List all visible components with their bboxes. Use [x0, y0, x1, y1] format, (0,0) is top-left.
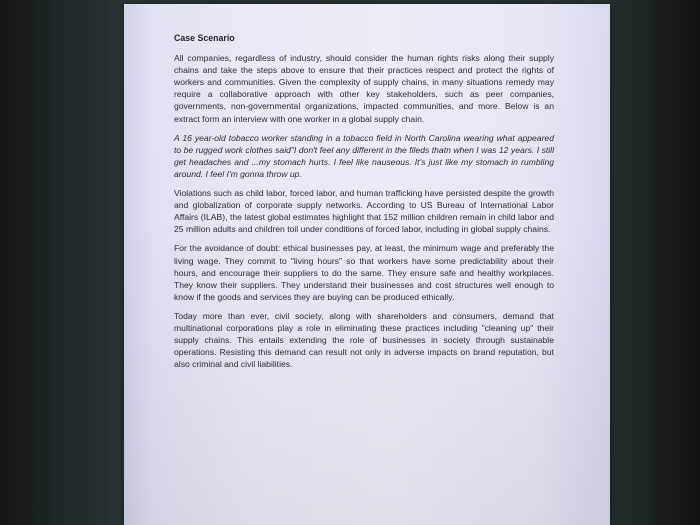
- document-heading: Case Scenario: [174, 33, 235, 43]
- document-page: [124, 4, 610, 525]
- paragraph-interview-quote: A 16 year-old tobacco worker standing in a tobacco field in North Carolina wearing what appeared to be rugged work clothes said"I don't feel any different in the fileds thatn when I was 12 years. I still get headaches and ...my stomach hurts. I feel like nauseous. It's just like my stomach in rumbling around. I feel I'm gonna throw up.: [174, 132, 554, 179]
- background-left: [0, 0, 124, 525]
- paragraph-intro: All companies, regardless of industry, should consider the human rights risks along their supply chains and take the steps above to ensure that their practices respect and protect the rights of workers and communities. Given the complexity of supply chains, in many situations remedy may require a collaborative approach with other key stakeholders, such as peer companies, governments, non-governmental organizations, impacted communities, and more. Below is an extract form an interview with one worker in a global supply chain.: [174, 53, 554, 124]
- document-body: [174, 32, 554, 377]
- background-right: [608, 0, 700, 525]
- paragraph-civil-society: Today more than ever, civil society, along with shareholders and consumers, demand that multinational corporations play a role in eliminating these practices including "cleaning up" their supply chains. This entails extending the role of businesses in society through sustainable operations. Resisting this demand can result not only in adverse impacts on brand reputation, but also criminal and civil liabilities.: [174, 310, 554, 370]
- paragraph-violations: Violations such as child labor, forced labor, and human trafficking have persisted despite the growth and globalization of corporate supply networks. According to US Bureau of International Labor Affairs (ILAB), the latest global estimates highlight that 152 million children remain in child labor and 25 million adults and children toil under conditions of forced labor, including in global supply chains.: [174, 188, 554, 235]
- paragraph-ethical-businesses: For the avoidance of doubt: ethical businesses pay, at least, the minimum wage and preferably the living wage. They commit to "living hours" so that workers have some predictability about their hours, and encourage their suppliers to do the same. They ensure safe and healthy workplaces. They know their suppliers. They understand their businesses and cost structures well enough to know if the goods and services they are buying can be produced ethically.: [174, 243, 554, 302]
